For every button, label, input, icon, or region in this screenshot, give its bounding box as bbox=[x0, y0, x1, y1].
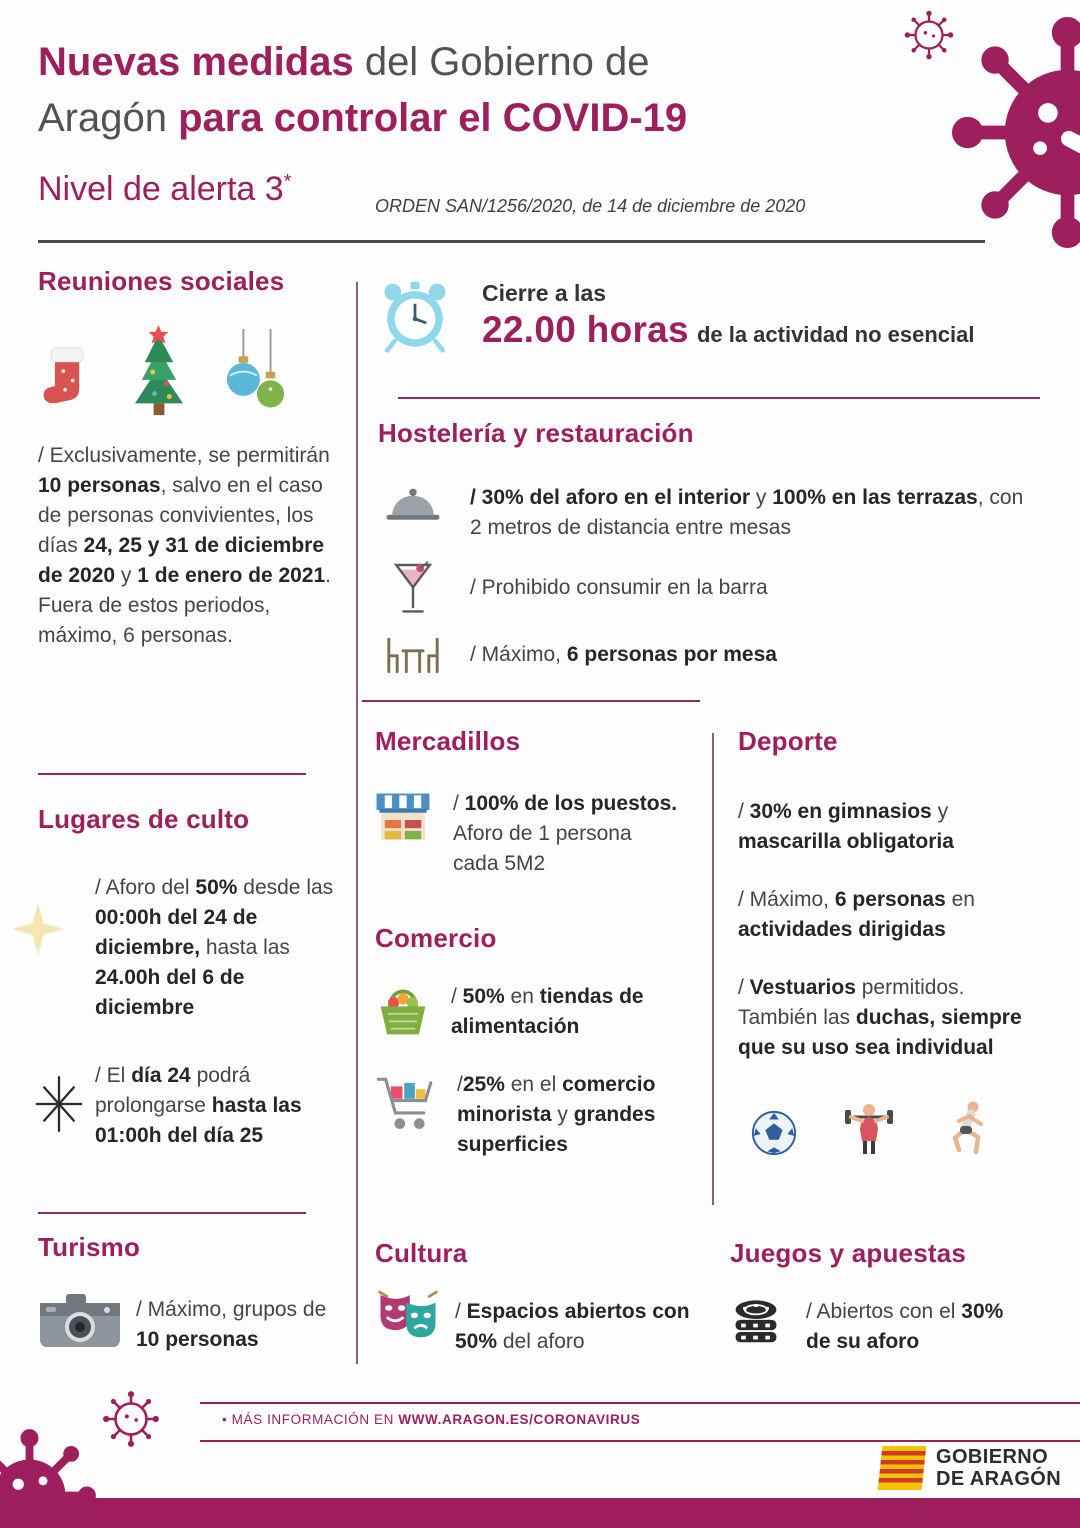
section-title: Cultura bbox=[375, 1238, 468, 1268]
shopping-cart-icon bbox=[375, 1070, 437, 1140]
rule-text: / Exclusivamente, se permitirán 10 personas, salvo en el caso de personas convivientes, los días 24, 25 y 31 de diciembre de 2020 y 1 de enero de 2021. Fuera de estos periodos, máximo, 6 personas. bbox=[38, 444, 332, 647]
rule-item bbox=[38, 1061, 340, 1151]
section-lugares-de-culto bbox=[38, 804, 340, 1151]
logo-line-1: GOBIERNO bbox=[936, 1446, 1049, 1468]
stocking-icon bbox=[40, 339, 96, 421]
rule-text: / Máximo, 6 personas por mesa bbox=[470, 643, 777, 666]
table-chairs-icon bbox=[378, 635, 448, 675]
rule-text: / 50% en tiendas de alimentación bbox=[451, 985, 644, 1038]
alarm-clock-icon bbox=[378, 280, 452, 354]
rule-text: / 30% en gimnasios y mascarilla obligatoria bbox=[738, 800, 954, 853]
section-comercio bbox=[375, 923, 707, 1160]
rule-item bbox=[378, 635, 1040, 675]
section-cierre bbox=[378, 280, 1040, 354]
logo-text bbox=[936, 1446, 1061, 1490]
section-title: Reuniones sociales bbox=[38, 266, 285, 296]
coronavirus-icon bbox=[950, 15, 1080, 250]
cocktail-icon bbox=[378, 559, 448, 619]
poker-chips-icon bbox=[730, 1291, 782, 1347]
closure-tail: de la actividad no esencial bbox=[696, 322, 975, 347]
gobierno-aragon-logo bbox=[880, 1446, 1061, 1490]
divider bbox=[38, 1212, 306, 1214]
ornaments-icon bbox=[222, 329, 290, 421]
rule-item bbox=[375, 1070, 707, 1160]
order-reference: ORDEN SAN/1256/2020, de 14 de diciembre de 2020 bbox=[375, 196, 806, 216]
column-divider bbox=[356, 282, 358, 1364]
rule-text: / Prohibido consumir en la barra bbox=[470, 576, 768, 599]
rule-item bbox=[375, 982, 707, 1042]
rule-text: / Máximo, 6 personas en actividades dirigidas bbox=[738, 888, 975, 941]
header-divider bbox=[38, 240, 985, 243]
rule-text: / Aforo del 50% desde las 00:00h del 24 de diciembre, hasta las 24.00h del 6 de diciembre bbox=[95, 876, 334, 1019]
sparkle-star-icon bbox=[34, 1075, 84, 1133]
rule-item bbox=[38, 1289, 350, 1355]
rule-item bbox=[375, 1289, 707, 1357]
section-mercadillos bbox=[375, 726, 707, 879]
runner-icon bbox=[940, 1099, 992, 1157]
section-reuniones-sociales bbox=[38, 266, 338, 651]
section-title: Turismo bbox=[38, 1232, 141, 1262]
section-turismo bbox=[38, 1232, 350, 1355]
weightlifter-icon bbox=[840, 1099, 898, 1157]
closure-text bbox=[482, 280, 975, 351]
rule-item bbox=[378, 483, 1040, 543]
closure-intro: Cierre a las bbox=[482, 280, 607, 306]
coronavirus-outline-icon bbox=[902, 8, 956, 62]
rule-item bbox=[38, 873, 340, 1023]
footer-info-link[interactable]: • MÁS INFORMACIÓN EN WWW.ARAGON.ES/CORONAVIRUS bbox=[222, 1412, 641, 1427]
footer-divider-top bbox=[200, 1402, 1080, 1404]
section-deporte bbox=[738, 726, 1040, 1157]
rule-item bbox=[375, 789, 707, 879]
rule-text: / 100% de los puestos. Aforo de 1 persona cada 5M2 bbox=[453, 792, 678, 875]
section-title: Lugares de culto bbox=[38, 804, 250, 834]
closure-time: 22.00 horas bbox=[482, 309, 689, 350]
divider bbox=[398, 397, 1040, 399]
section-title: Comercio bbox=[375, 923, 497, 953]
title-line-1: Nuevas medidas del Gobierno de bbox=[38, 40, 650, 84]
rule-text: / El día 24 podrá prolongarse hasta las 01:00h del día 25 bbox=[95, 1064, 302, 1147]
section-title: Juegos y apuestas bbox=[730, 1238, 967, 1268]
sports-icons-row bbox=[738, 1099, 1040, 1157]
rule-text: / Espacios abiertos con 50% del aforo bbox=[455, 1300, 690, 1353]
christmas-tree-icon bbox=[122, 323, 196, 421]
cloche-icon bbox=[378, 483, 448, 525]
theater-masks-icon bbox=[375, 1289, 441, 1349]
footer-divider-bottom bbox=[200, 1440, 1080, 1442]
sun-icon bbox=[10, 901, 66, 957]
aragon-flag-icon bbox=[878, 1446, 927, 1490]
section-title: Deporte bbox=[738, 726, 838, 756]
rule-text: / 30% del aforo en el interior y 100% en las terrazas, con 2 metros de distancia entre mesas bbox=[470, 486, 1024, 539]
page-title bbox=[38, 34, 687, 146]
camera-icon bbox=[38, 1289, 122, 1351]
christmas-icons-row bbox=[40, 323, 338, 421]
rule-item bbox=[730, 1291, 1062, 1357]
market-stall-icon bbox=[375, 789, 431, 851]
soccer-ball-icon bbox=[750, 1109, 798, 1157]
column-divider bbox=[712, 733, 714, 1205]
grocery-basket-icon bbox=[375, 982, 431, 1040]
alert-level bbox=[38, 170, 291, 209]
coronavirus-outline-icon-bottom bbox=[100, 1388, 162, 1450]
divider bbox=[362, 700, 700, 702]
rule-item bbox=[378, 559, 1040, 619]
bottom-accent-bar bbox=[0, 1498, 1080, 1528]
rule-text: / Abiertos con el 30% de su aforo bbox=[806, 1300, 1004, 1353]
section-title: Hostelería y restauración bbox=[378, 418, 694, 448]
rule-text: / Máximo, grupos de 10 personas bbox=[136, 1298, 327, 1351]
logo-line-2: DE ARAGÓN bbox=[936, 1468, 1062, 1490]
divider bbox=[38, 773, 306, 775]
section-juegos-y-apuestas bbox=[730, 1238, 1062, 1357]
section-cultura bbox=[375, 1238, 707, 1357]
title-line-2: Aragón para controlar el COVID-19 bbox=[38, 96, 688, 140]
alert-level-text: Nivel de alerta 3 bbox=[38, 170, 284, 208]
alert-asterisk: * bbox=[283, 170, 292, 193]
rule-text: / Vestuarios permitidos. También las duchas, siempre que su uso sea individual bbox=[738, 976, 1022, 1059]
section-title: Mercadillos bbox=[375, 726, 521, 756]
section-hosteleria bbox=[378, 418, 1040, 675]
rule-text: /25% en el comercio minorista y grandes superficies bbox=[457, 1073, 656, 1156]
